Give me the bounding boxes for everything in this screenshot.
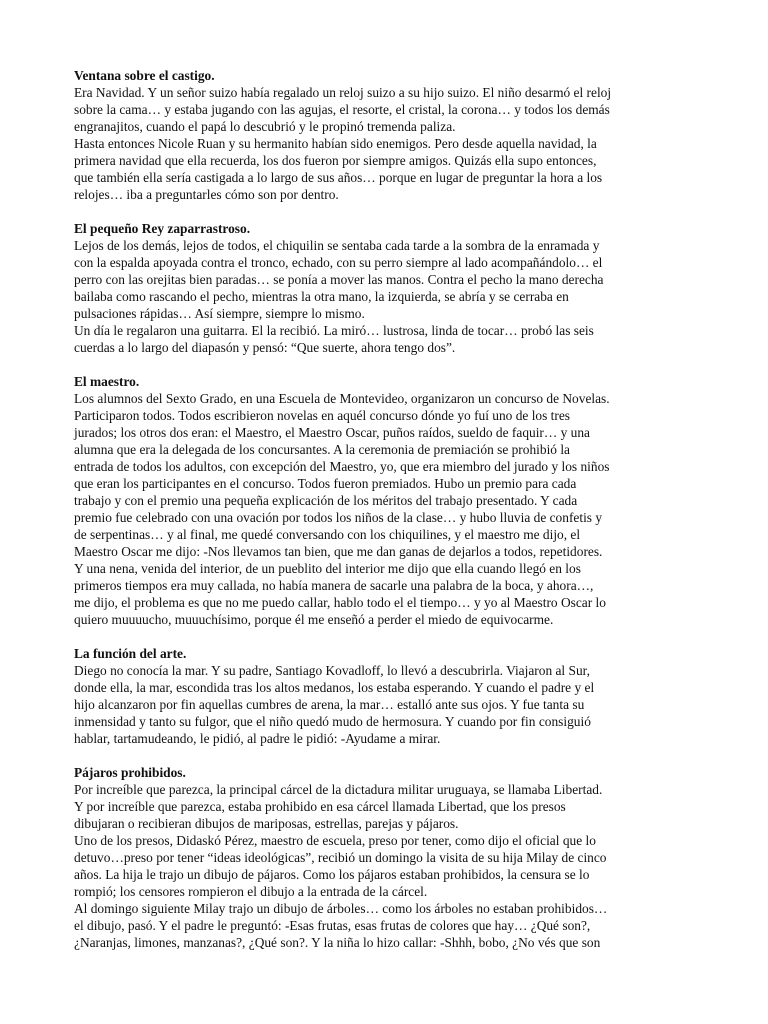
section-title: La función del arte. (74, 646, 187, 661)
paragraph-line: Participaron todos. Todos escribieron novelas en aquél concurso dónde yo fuí uno de los tres (74, 408, 571, 423)
paragraph-line: detuvo…preso por tener “ideas ideológicas”, recibió un domingo la visita de su hija Milay de cinco (74, 850, 607, 865)
section-title: El maestro. (74, 374, 140, 389)
section-title: Ventana sobre el castigo. (74, 68, 215, 83)
paragraph-line: pulsaciones rápidas… Así siempre, siempre lo mismo. (74, 306, 365, 321)
paragraph-line: primeros tiempos era muy callada, no había manera de sacarle una palabra de la boca, y ahora…, (74, 578, 594, 593)
paragraph-line: Era Navidad. Y un señor suizo había regalado un reloj suizo a su hijo suizo. El niño desarmó el reloj (74, 85, 612, 100)
paragraph-line: donde ella, la mar, escondida tras los altos medanos, los estaba esperando. Y cuando el padre y el (74, 680, 595, 695)
paragraph-line: rompió; los censores rompieron el dibujo a la entrada de la cárcel. (74, 884, 428, 899)
section-el-pequeno-rey (74, 220, 754, 356)
section-el-maestro (74, 373, 754, 628)
paragraph-line: Por increíble que parezca, la principal cárcel de la dictadura militar uruguaya, se llamaba Libertad. (74, 782, 603, 797)
paragraph-line: que eran los participantes en el concurso. Todos fueron premiados. Hubo un premio para cada (74, 476, 577, 491)
paragraph-line: de serpentinas… y al final, me quedé conversando con los chiquilines, y el maestro me dijo, el (74, 527, 581, 542)
paragraph-line: Uno de los presos, Didaskó Pérez, maestro de escuela, preso por tener, como dijo el oficial que lo (74, 833, 596, 848)
paragraph-line: cuerdas a lo largo del diapasón y pensó: “Que suerte, ahora tengo dos”. (74, 340, 456, 355)
paragraph-line: Y por increíble que parezca, estaba prohibido en esa cárcel llamada Libertad, que los presos (74, 799, 566, 814)
paragraph-line: engranajitos, cuando el papá lo descubrió y le propinó tremenda paliza. (74, 119, 456, 134)
paragraph-line: con la espalda apoyada contra el tronco, echado, con su perro siempre al lado acompañándolo… el (74, 255, 603, 270)
paragraph-line: hijo alcanzaron por fin aquellas cumbres de arena, la mar… estalló ante sus ojos. Y fue tanta su (74, 697, 585, 712)
paragraph-line: inmensidad y tanto su fulgor, que el niño quedó mudo de hermosura. Y cuando por fin consiguió (74, 714, 591, 729)
paragraph-line: entrada de todos los adultos, con excepción del Maestro, yo, que era miembro del jurado y los niños (74, 459, 610, 474)
paragraph-line: primera navidad que ella recuerda, los dos fueron por siempre amigos. Quizás ella supo entonces, (74, 153, 597, 168)
paragraph-line: trabajo y con el premio una pequeña explicación de los méritos del trabajo presentado. Y cada (74, 493, 578, 508)
paragraph-line: Diego no conocía la mar. Y su padre, Santiago Kovadloff, lo llevó a descubrirla. Viajaron al Sur, (74, 663, 590, 678)
paragraph-line: años. La hija le trajo un dibujo de pájaros. Como los pájaros estaban prohibidos, la censura se lo (74, 867, 590, 882)
paragraph-line: sobre la cama… y estaba jugando con las agujas, el resorte, el cristal, la corona… y todos los demás (74, 102, 610, 117)
paragraph-line: Lejos de los demás, lejos de todos, el chiquilin se sentaba cada tarde a la sombra de la enramada y (74, 238, 600, 253)
paragraph-line: dibujaran o recibieran dibujos de mariposas, estrellas, parejas y pájaros. (74, 816, 459, 831)
section-la-funcion-del-arte (74, 645, 754, 747)
section-ventana-sobre-el-castigo (74, 67, 754, 203)
paragraph-line: bailaba como rascando el pecho, mientras la otra mano, la izquierda, se abría y se cerraba en (74, 289, 569, 304)
paragraph-line: Un día le regalaron una guitarra. El la recibió. La miró… lustrosa, linda de tocar… probó las seis (74, 323, 594, 338)
paragraph-line: Y una nena, venida del interior, de un pueblito del interior me dijo que ella cuando llegó en los (74, 561, 581, 576)
paragraph-line: Maestro Oscar me dijo: -Nos llevamos tan bien, que me dan ganas de dejarlos a todos, repetidores. (74, 544, 603, 559)
paragraph-line: premio fue celebrado con una ovación por todos los niños de la clase… y hubo lluvia de confetis y (74, 510, 603, 525)
paragraph-line: jurados; los otros dos eran: el Maestro, el Maestro Oscar, puños raídos, sueldo de faquir… y una (74, 425, 591, 440)
document-page (74, 67, 754, 968)
section-title: El pequeño Rey zaparrastroso. (74, 221, 251, 236)
paragraph-line: ¿Naranjas, limones, manzanas?, ¿Qué son?. Y la niña lo hizo callar: -Shhh, bobo, ¿No vés que son (74, 935, 601, 950)
paragraph-line: relojes… iba a preguntarles cómo son por dentro. (74, 187, 339, 202)
paragraph-line: hablar, tartamudeando, le pidió, al padre le pidió: -Ayudame a mirar. (74, 731, 441, 746)
paragraph-line: Hasta entonces Nicole Ruan y su hermanito habían sido enemigos. Pero desde aquella navidad, la (74, 136, 597, 151)
section-pajaros-prohibidos (74, 764, 754, 951)
paragraph-line: alumna que era la delegada de los concursantes. A la ceremonia de premiación se prohibió la (74, 442, 571, 457)
paragraph-line: que también ella sería castigada a lo largo de sus años… porque en lugar de preguntar la hora a los (74, 170, 603, 185)
paragraph-line: Al domingo siguiente Milay trajo un dibujo de árboles… como los árboles no estaban prohibidos… (74, 901, 608, 916)
paragraph-line: quiero muuuucho, muuuchísimo, porque él me enseñó a perder el miedo de equivocarme. (74, 612, 554, 627)
section-title: Pájaros prohibidos. (74, 765, 186, 780)
paragraph-line: Los alumnos del Sexto Grado, en una Escuela de Montevideo, organizaron un concurso de Novelas. (74, 391, 610, 406)
paragraph-line: perro con las orejitas bien paradas… se ponía a mover las manos. Contra el pecho la mano derecha (74, 272, 604, 287)
paragraph-line: el dibujo, pasó. Y el padre le preguntó: -Esas frutas, esas frutas de colores que hay… ¿Qué son?, (74, 918, 591, 933)
paragraph-line: me dijo, el problema es que no me puedo callar, hablo todo el el tiempo… y yo al Maestro Oscar lo (74, 595, 606, 610)
